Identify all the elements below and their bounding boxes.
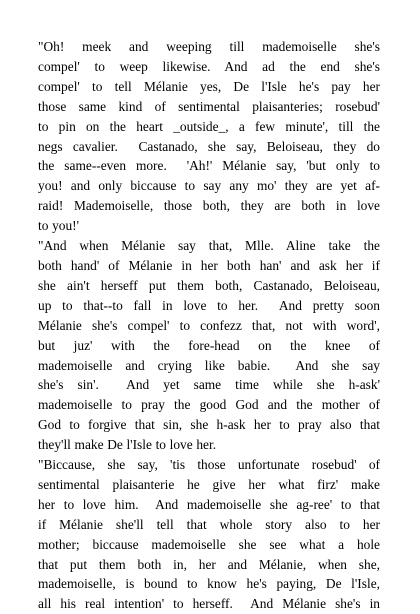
text-line: you! and only biccause to say any mo' they are yet af- [38, 178, 380, 194]
text-line: her to love him. And mademoiselle she ag-ree' to that [38, 496, 380, 512]
text-line: to pin on the heart _outside_, a few minute', till the [38, 118, 380, 134]
text-line: sentimental plaisanterie he give her what firz' make [38, 476, 380, 492]
text-line: mademoiselle and crying like babie. And she say [38, 357, 380, 373]
text-line: if Mélanie she'll tell that whole story also to her [38, 516, 380, 532]
text-line: God to forgive that sin, she h-ask her to pray also that [38, 417, 380, 433]
text-line: the same--even more. 'Ah!' Mélanie say, 'but only to [38, 158, 380, 174]
text-line: Mélanie she's compel' to confezz that, not with word', [38, 317, 380, 333]
paragraph-3 [38, 455, 380, 614]
text-line: compel' to weep likewise. And ad the end she's [38, 58, 380, 74]
text-line: those same kind of sentimental plaisanteries; rosebud' [38, 98, 380, 114]
text-line: she's sin'. And yet same time while she h-ask' [38, 377, 380, 393]
text-line: mother; biccause mademoiselle she see what a hole [38, 536, 380, 552]
book-page [38, 37, 380, 614]
paragraph-1 [38, 37, 380, 236]
text-line: she ain't herseff put them both, Castanado, Beloiseau, [38, 277, 380, 293]
text-line: "Oh! meek and weeping till mademoiselle she's [38, 39, 380, 54]
text-line: "Biccause, she say, 'tis those unfortunate rosebud' of [38, 457, 380, 473]
text-line: but juz' with the fore-head on the knee of [38, 337, 380, 353]
text-line: both hand' of Mélanie in her both han' and ask her if [38, 257, 380, 273]
text-line: mademoiselle, is bound to know he's paying, De l'Isle, [38, 576, 380, 592]
text-line: raid! Mademoiselle, those both, they are both in love [38, 198, 380, 214]
text-line: up to that--to fall in love to her. And pretty soon [38, 297, 380, 313]
text-line: mademoiselle to pray the good God and the mother of [38, 397, 380, 413]
text-line: "And when Mélanie say that, Mlle. Aline take the [38, 238, 380, 254]
text-line: they'll make De l'Isle to love her. [38, 437, 217, 453]
text-line: all his real intention' to herseff. And Mélanie she's in [38, 596, 380, 612]
text-line: compel' to tell Mélanie yes, De l'Isle he's pay her [38, 78, 380, 94]
paragraph-2 [38, 236, 380, 455]
text-line: negs cavalier. Castanado, she say, Beloiseau, they do [38, 138, 380, 154]
text-line: to you!' [38, 218, 80, 234]
text-line: that put them both in, her and Mélanie, when she, [38, 556, 380, 572]
